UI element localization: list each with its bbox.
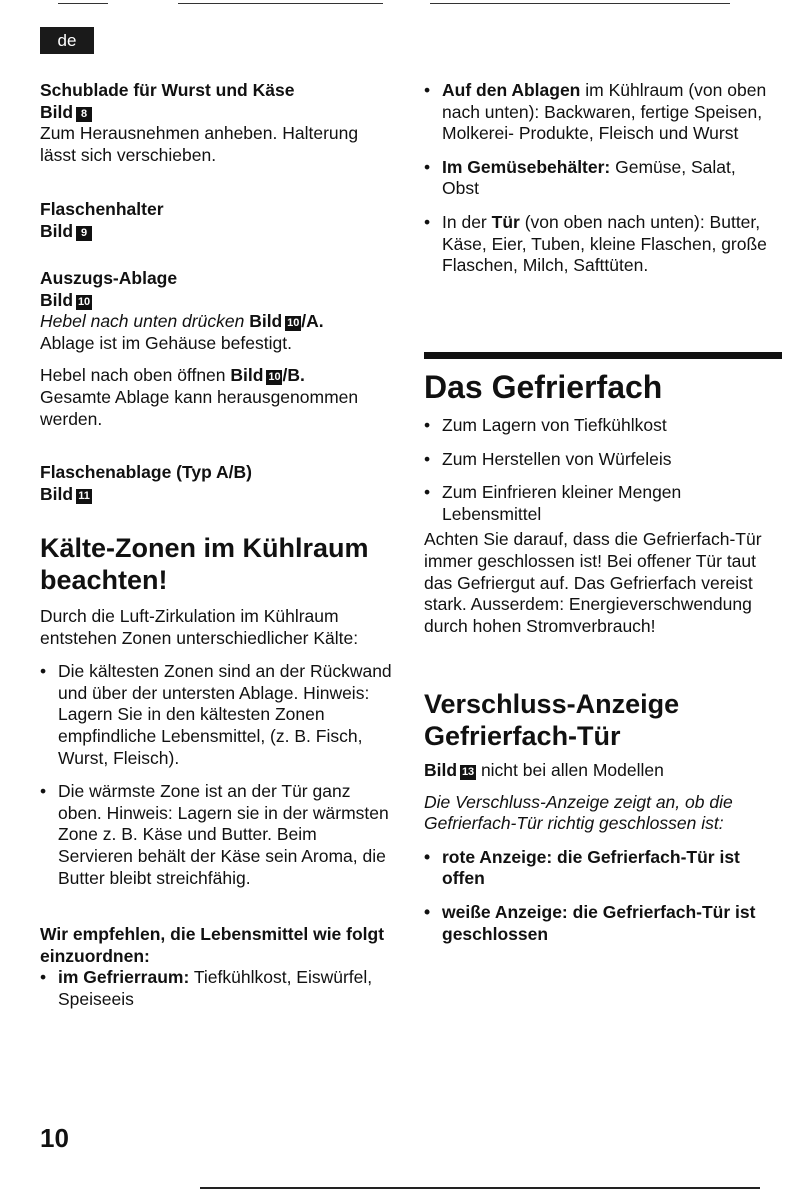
list-item: • Zum Herstellen von Würfeleis	[424, 449, 776, 471]
section-auszugs-ablage	[40, 268, 392, 430]
figure-reference: Bild 8	[40, 102, 392, 124]
figure-reference: Bild 11	[40, 484, 392, 506]
section-flaschenablage	[40, 462, 392, 505]
figure-reference: Bild 9	[40, 221, 392, 243]
list-item: • Auf den Ablagen im Kühlraum (von oben nach unten): Backwaren, fertige Speisen, Molkerei- Produkte, Fleisch und Wurst	[424, 80, 776, 145]
section-kaelte-zonen	[40, 532, 392, 901]
paragraph: Achten Sie darauf, dass die Gefrierfach-Tür immer geschlossen ist! Bei offener Tür taut das Gefriergut auf. Das Gefrierfach vereist stark. Ausserdem: Energieverschwendung durch hohen Stromverbrauch!	[424, 529, 762, 636]
bullet-list	[424, 80, 776, 277]
section-heading: Wir empfehlen, die Lebensmittel wie folgt einzuordnen:	[40, 924, 385, 966]
list-item: • Die kältesten Zonen sind an der Rückwand und über der untersten Ablage. Hinweis: Lagern Sie in den kältesten Zonen empfindliche Lebensmittel, (z. B. Fisch, Wurst, Fleisch).	[40, 661, 392, 769]
paragraph: Die Verschluss-Anzeige zeigt an, ob die Gefrierfach-Tür richtig geschlossen ist:	[424, 791, 733, 834]
section-heading: Auszugs-Ablage	[40, 268, 178, 288]
list-item: • Die wärmste Zone ist an der Tür ganz oben. Hinweis: Lagern sie in der wärmsten Zone z. B. Käse und Butter. Beim Servieren behält der Käse sein Aroma, die Butter bleibt streichfähig.	[40, 781, 392, 889]
paragraph: Hebel nach unten drücken Bild 10 /A. Ablage ist im Gehäuse befestigt.	[40, 311, 324, 353]
figure-reference: Bild 13 nicht bei allen Modellen	[424, 760, 664, 780]
top-rule	[58, 3, 108, 4]
section-heading: Schublade für Wurst und Käse	[40, 80, 295, 100]
figure-reference: Bild 10	[40, 289, 91, 310]
figure-number: 10	[77, 295, 91, 308]
section-heading: Flaschenablage (Typ A/B)	[40, 462, 252, 482]
bullet-list	[424, 847, 776, 945]
bullet-list	[40, 661, 392, 889]
top-rule	[178, 3, 383, 4]
section-title: Verschluss-Anzeige Gefrierfach-Tür	[424, 689, 680, 751]
bullet-list	[424, 415, 776, 525]
top-rule	[430, 3, 730, 4]
figure-number: 9	[76, 226, 92, 241]
section-divider	[424, 352, 782, 359]
list-item: • rote Anzeige: die Gefrierfach-Tür ist offen	[424, 847, 776, 890]
section-verschluss-anzeige	[424, 688, 776, 957]
section-gefrierfach	[424, 368, 776, 637]
section-empfehlung	[40, 924, 392, 1022]
list-item: • Im Gemüsebehälter: Gemüse, Salat, Obst	[424, 157, 776, 200]
paragraph: Zum Herausnehmen anheben. Halterung lässt sich verschieben.	[40, 123, 359, 165]
figure-number: 13	[461, 766, 475, 778]
list-item: • Zum Lagern von Tiefkühlkost	[424, 415, 776, 437]
bottom-rule	[200, 1187, 760, 1189]
language-badge: de	[40, 27, 94, 54]
figure-number: 10	[287, 317, 300, 330]
section-title: Das Gefrierfach	[424, 369, 663, 405]
section-title: Kälte-Zonen im Kühlraum beachten!	[40, 533, 369, 595]
list-item: • weiße Anzeige: die Gefrierfach-Tür ist geschlossen	[424, 902, 776, 945]
page-number: 10	[40, 1123, 69, 1153]
list-item: • In der Tür (von oben nach unten): Butter, Käse, Eier, Tuben, kleine Flaschen, große Flaschen, Milch, Safttüten.	[424, 212, 776, 277]
section-schublade	[40, 80, 392, 166]
list-item: • Zum Einfrieren kleiner Mengen Lebensmittel	[424, 482, 776, 525]
figure-number: 10	[268, 371, 281, 384]
section-flaschenhalter	[40, 199, 392, 242]
paragraph: Hebel nach oben öffnen Bild 10 /B. Gesamte Ablage kann herausgenommen werden.	[40, 365, 359, 429]
list-item: • im Gefrierraum: Tiefkühlkost, Eiswürfel, Speiseeis	[40, 967, 392, 1010]
figure-number: 11	[76, 489, 92, 504]
bullet-list	[40, 967, 392, 1010]
figure-number: 8	[76, 107, 92, 122]
paragraph: Durch die Luft-Zirkulation im Kühlraum entstehen Zonen unterschiedlicher Kälte:	[40, 606, 359, 648]
section-heading: Flaschenhalter	[40, 199, 164, 219]
storage-list	[424, 80, 776, 289]
